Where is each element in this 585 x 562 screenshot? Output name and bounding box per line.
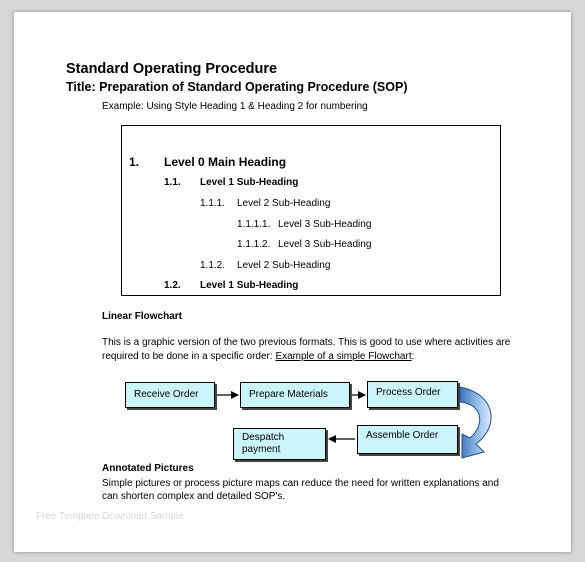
example-note: Example: Using Style Heading 1 & Heading 2 for numbering xyxy=(102,101,368,112)
flowchart-description-line-1: This is a graphic version of the two previous formats. This is good to use where activities are xyxy=(102,337,511,348)
flow-step-receive-order xyxy=(125,382,215,408)
heading-text: Level 1 Sub-Heading xyxy=(200,177,299,188)
flow-step-label: Assemble Order xyxy=(366,430,439,441)
heading-number: 1.2. xyxy=(164,280,181,291)
description-punctuation: : xyxy=(411,351,415,362)
annotated-pictures-heading: Annotated Pictures xyxy=(102,463,194,474)
flowchart-example-link[interactable]: Example of a simple Flowchart xyxy=(275,351,412,362)
document-subtitle: Title: Preparation of Standard Operating Procedure (SOP) xyxy=(66,80,408,94)
flow-step-despatch-payment xyxy=(233,428,326,460)
flow-step-label: Process Order xyxy=(376,387,441,398)
pictures-description-line-2: can shorten complex and detailed SOP's. xyxy=(102,491,286,502)
heading-text: Level 2 Sub-Heading xyxy=(237,198,331,209)
heading-text: Level 2 Sub-Heading xyxy=(237,260,331,271)
heading-number: 1.1.1.1. xyxy=(237,219,271,230)
heading-number: 1.1.1. xyxy=(200,198,226,209)
heading-number: 1.1.1.2. xyxy=(237,239,271,250)
pictures-description-line-1: Simple pictures or process picture maps can reduce the need for written explanations and xyxy=(102,478,499,489)
heading-number: 1. xyxy=(129,155,140,169)
document-page xyxy=(14,12,571,552)
flow-step-label: Receive Order xyxy=(134,389,199,400)
heading-text: Level 1 Sub-Heading xyxy=(200,280,299,291)
flow-step-process-order xyxy=(367,381,458,408)
curved-arrow xyxy=(460,387,491,458)
linear-flowchart-heading: Linear Flowchart xyxy=(102,311,183,322)
document-title: Standard Operating Procedure xyxy=(66,61,278,77)
heading-text: Level 3 Sub-Heading xyxy=(278,219,372,230)
description-text: required to be done in a specific order: xyxy=(102,351,276,362)
heading-text: Level 0 Main Heading xyxy=(164,155,287,169)
heading-number: 1.1. xyxy=(164,177,181,188)
flow-step-assemble-order xyxy=(357,425,458,454)
flow-step-prepare-materials xyxy=(240,382,350,408)
heading-text: Level 3 Sub-Heading xyxy=(278,239,372,250)
flow-step-label: Prepare Materials xyxy=(249,389,328,400)
heading-number: 1.1.2. xyxy=(200,260,226,271)
watermark: Free Template Download Sample xyxy=(36,511,184,522)
flowchart-connectors xyxy=(14,12,571,552)
flow-step-label: Despatch payment xyxy=(242,432,285,455)
